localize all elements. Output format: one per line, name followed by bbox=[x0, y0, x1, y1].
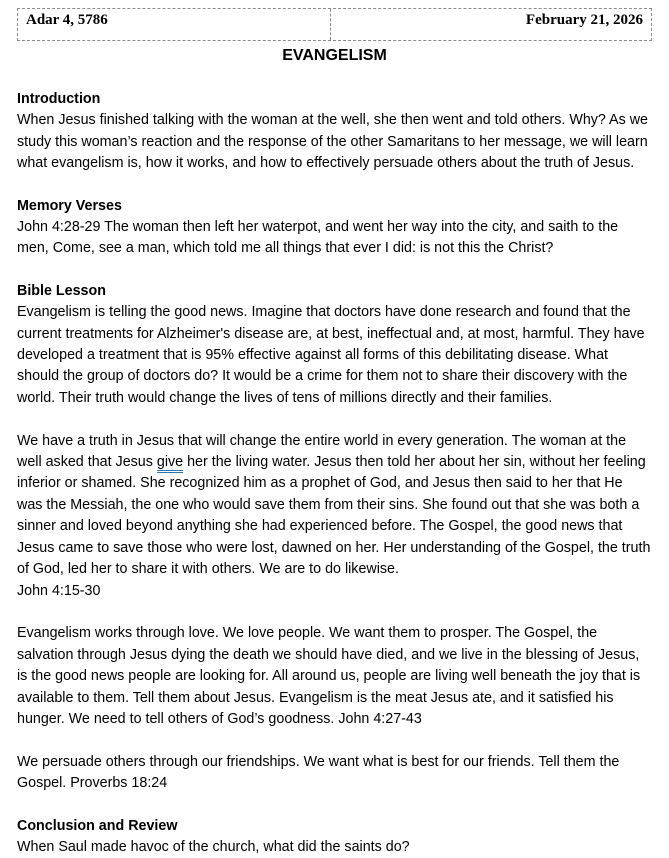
heading-conclusion: Conclusion and Review bbox=[17, 817, 178, 834]
paragraph-memory-verses: John 4:28-29 The woman then left her waterpot, and went her way into the city, and saith to the men, Come, see a man, which told me all things that ever I did: is not this the Christ? bbox=[17, 219, 619, 257]
paragraph-lesson-3: Evangelism works through love. We love people. We want them to prosper. The Gospel, the salvation through Jesus dying the death we should have died, and we live in the blessing of Jesus, is the good news people are looking for. All around us, people are living well beneath the joy that is available to them. Tell them about Jesus. Evangelism is the meat Jesus ate, and it satisfied his hunger. We need to tell others of God’s goodness. John 4:27-43 bbox=[17, 625, 641, 727]
paragraph-introduction: When Jesus finished talking with the woman at the well, she then went and told others. Why? As we study this woman’s reaction and the response of the other Samaritans to her message, we will learn what evangelism is, how it works, and how to effectively persuade others about the truth of Jesus. bbox=[17, 112, 648, 172]
heading-introduction: Introduction bbox=[17, 91, 101, 107]
lesson-2-text-after: her the living water. Jesus then told her about her sin, without her feeling inferior or shamed. She recognized him as a prophet of God, and Jesus then said to her that He was the Messiah, the one who would save them from their sins. She found out that she was both a sinner and loved beyond anything she had experienced before. The Gospel, the good news that Jesus came to save those who were lost, dawned on her. Her understanding of the Gospel, the truth of God, led her to share it with others. We are to do likewise. bbox=[17, 454, 651, 578]
grammar-underlined-word: give bbox=[157, 454, 183, 473]
gregorian-date: February 21, 2026 bbox=[525, 12, 643, 28]
paragraph-lesson-2 bbox=[17, 431, 651, 602]
paragraph-conclusion: When Saul made havoc of the church, what did the saints do? bbox=[17, 838, 410, 855]
document-page bbox=[0, 8, 669, 855]
document-body bbox=[17, 89, 651, 858]
section-memory-verses bbox=[17, 196, 651, 260]
paragraph-lesson-1: Evangelism is telling the good news. Imagine that doctors have done research and found that the current treatments for Alzheimer's disease are, at best, ineffectual and, at most, harmful. They have developed a treatment that is 95% effective against all forms of this debilitating disease. What should the group of doctors do? It would be a crime for them not to share their discovery with the world. Their truth would change the lives of tens of millions directly and their families. bbox=[17, 304, 645, 406]
scripture-reference: John 4:15-30 bbox=[17, 582, 101, 599]
section-introduction bbox=[17, 89, 651, 175]
section-conclusion bbox=[17, 816, 651, 858]
page-title: EVANGELISM bbox=[282, 47, 387, 64]
heading-memory-verses: Memory Verses bbox=[17, 197, 122, 214]
header-right-cell bbox=[331, 9, 651, 40]
paragraph-lesson-4: We persuade others through our friendships. We want what is best for our friends. Tell them the Gospel. Proverbs 18:24 bbox=[17, 753, 620, 792]
heading-bible-lesson: Bible Lesson bbox=[17, 282, 106, 299]
hebrew-date: Adar 4, 5786 bbox=[26, 12, 108, 28]
header-table bbox=[17, 8, 652, 41]
lesson-2-text-before: We have a truth in Jesus that will change the entire world in every generation. The woman at the well asked that Jesus bbox=[17, 432, 627, 471]
paragraph-lesson-2-text bbox=[17, 431, 651, 581]
header-left-cell bbox=[18, 9, 331, 40]
section-bible-lesson bbox=[17, 281, 651, 795]
